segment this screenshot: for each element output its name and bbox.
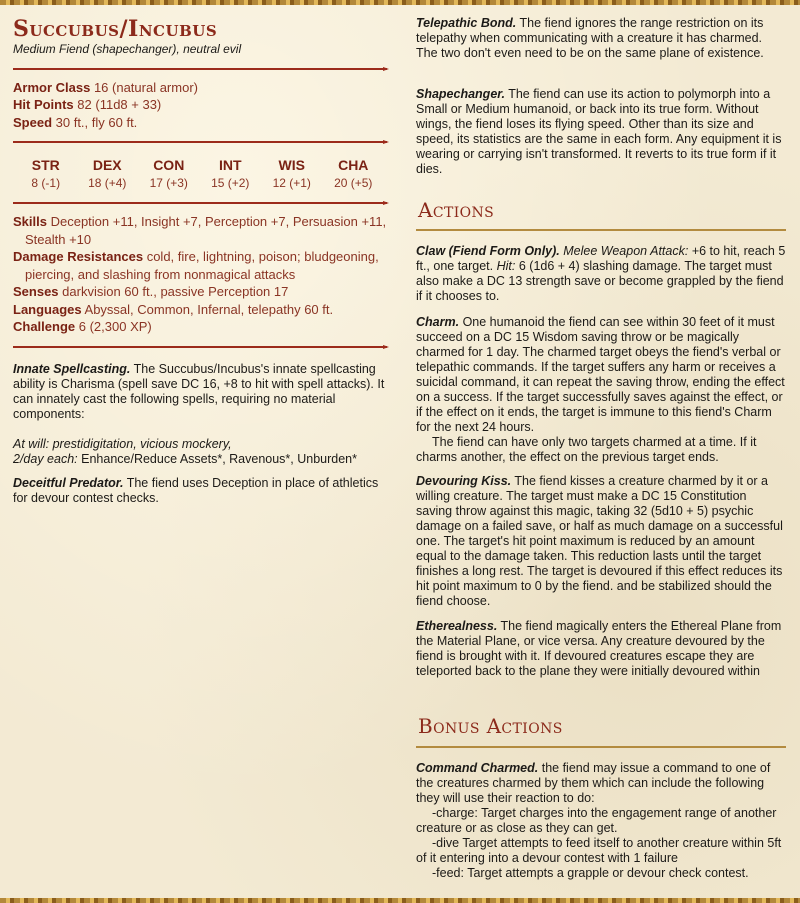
trait-deceitful-predator: Deceitful Predator. The fiend uses Deception in place of athletics for devour contest checks. xyxy=(13,476,379,505)
ability-str: STR 8 (-1) xyxy=(31,157,61,190)
senses: Senses darkvision 60 ft., passive Perception 17 xyxy=(13,284,289,299)
actions-heading: Actions xyxy=(418,198,495,222)
ability-int: INT 15 (+2) xyxy=(211,157,250,190)
action-claw: Claw (Fiend Form Only). Melee Weapon Attack: +6 to hit, reach 5 ft., one target. Hit: 6 (1d6 + 4) slashing damage. The target must also make a DC 13 strength save or become grappled by the fiend if it chooses to. xyxy=(416,244,786,303)
hit-points: Hit Points 82 (11d8 + 33) xyxy=(13,97,162,112)
speed: Speed 30 ft., fly 60 ft. xyxy=(13,115,138,130)
trait-innate-spellcasting: Innate Spellcasting. The Succubus/Incubus's innate spellcasting ability is Charisma (spell save DC 16, +8 to hit with spell attacks). It can innately cast the following spells, requiring no material components: xyxy=(13,362,385,421)
languages: Languages Abyssal, Common, Infernal, telepathy 60 ft. xyxy=(13,301,334,317)
spell-list-at-will: At will: prestidigitation, vicious mockery, xyxy=(13,437,232,451)
action-etherealness: Etherealness. The fiend magically enters the Ethereal Plane from the Material Plane, or vice versa. Any creature devoured by the fiend is brought with it. If devoured creatures escape they are teleported back to the plane they were initially devoured within xyxy=(416,619,782,678)
ability-wis: WIS 12 (+1) xyxy=(272,157,311,190)
bonus-actions-heading: Bonus Actions xyxy=(418,714,563,738)
trait-shapechanger: Shapechanger. The fiend can use its action to polymorph into a Small or Medium humanoid, or back into its true form. Without wings, the fiend loses its flying speed. Other than its size and speed, its statistics are the same in each form. Any equipment it is wearing or carrying isn't transformed. It reverts to its true form if it dies. xyxy=(416,87,782,176)
creature-name: Succubus/Incubus xyxy=(13,16,218,42)
trait-telepathic-bond: Telepathic Bond. The fiend ignores the range restriction on its telepathy when communicating with a creature it has charmed. The two don't even need to be on the same plane of existence. xyxy=(416,16,764,60)
skills: Skills Deception +11, Insight +7, Perception +7, Persuasion +11, Stealth +10 xyxy=(13,214,387,247)
divider xyxy=(13,141,387,143)
action-devouring-kiss: Devouring Kiss. The fiend kisses a creature charmed by it or a willing creature. The target must make a DC 15 Constitution saving throw against this magic, taking 32 (5d10 + 5) psychic damage on a failed save, or half as much damage on a successful one. The target's hit point maximum is reduced by an amount equal to the damage taken. This reduction lasts until the target finishes a long rest. The target is devoured if this effect reduces its hit point maximum to 0 by the fiend. and be stabilized should the fiend choose. xyxy=(416,474,783,608)
top-border xyxy=(0,0,800,5)
creature-meta: Medium Fiend (shapechanger), neutral evil xyxy=(13,42,242,56)
bonus-command-charmed: Command Charmed. the fiend may issue a command to one of the creatures charmed by them which can include the following they will use their reaction to do: -charge: Target charges into the engagement range of another creature or as close as they can get. -dive Target attempts to feed itself to another creature within 5ft of it entering into a devour contest with 1 failure -feed: Target attempts a grapple or devour check contest. xyxy=(416,761,786,881)
ability-cha: CHA 20 (+5) xyxy=(334,157,373,190)
damage-resistances: Damage Resistances cold, fire, lightning, poison; bludgeoning, piercing, and slashing from nonmagical attacks xyxy=(13,249,379,282)
command-dive: -dive Target attempts to feed itself to another creature within 5ft of it entering into a devour contest with 1 failure xyxy=(416,836,782,865)
bottom-border xyxy=(0,898,800,903)
action-charm: Charm. One humanoid the fiend can see within 30 feet of it must succeed on a DC 15 Wisdom saving throw or be magically charmed for 1 day. The charmed target obeys the fiend's verbal or telepathic commands. If the target suffers any harm or receives a suicidal command, it can repeat the saving throw, ending the effect on a success. If the target successfully saves against the effect, or if the effect on it ends, the target is immune to this fiend's Charm for the next 24 hours. The fiend can have only two targets charmed at a time. If it charms another, the effect on the previous target ends. xyxy=(416,315,785,464)
divider xyxy=(13,346,387,348)
command-charge: -charge: Target charges into the engagement range of another creature or as close as they can get. xyxy=(416,806,777,835)
armor-class: Armor Class 16 (natural armor) xyxy=(13,80,198,95)
divider xyxy=(13,68,387,70)
spell-list-daily: 2/day each: Enhance/Reduce Assets*, Ravenous*, Unburden* xyxy=(13,452,357,466)
divider xyxy=(13,202,387,204)
ability-con: CON 17 (+3) xyxy=(149,157,188,190)
command-feed: -feed: Target attempts a grapple or devour check contest. xyxy=(432,866,749,880)
section-divider xyxy=(416,229,786,231)
challenge: Challenge 6 (2,300 XP) xyxy=(13,319,152,334)
ability-scores xyxy=(15,157,385,190)
property-list xyxy=(13,213,387,336)
section-divider xyxy=(416,746,786,748)
ability-dex: DEX 18 (+4) xyxy=(88,157,127,190)
